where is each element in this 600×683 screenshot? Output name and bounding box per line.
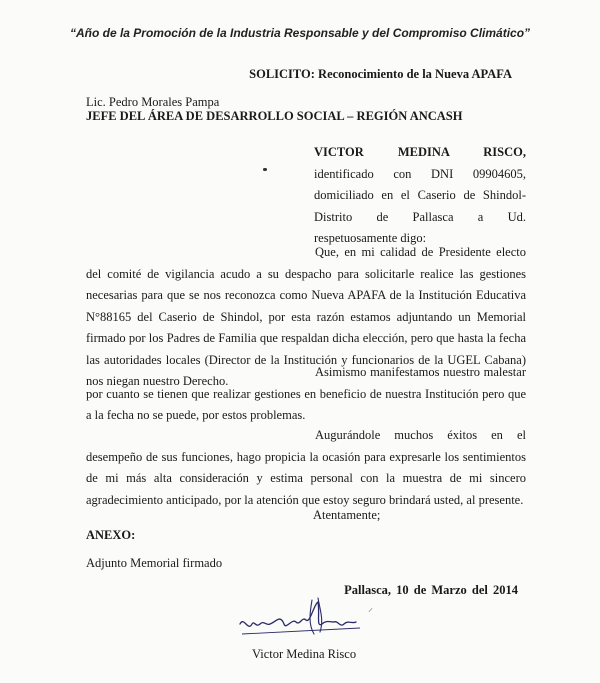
closing-salutation: Atentamente; — [313, 508, 381, 522]
body-paragraph-1: Que, en mi calidad de Presidente electo del comité de vigilancia acudo a su despacho para solicitarle realice las gestiones necesarias para que se nos reconozca como Nueva APAFA de la Institución Educativa N°88165 del Caserio de Shindol, por esta razón estamos adjuntando un Memorial firmado por los Padres de Familia que respaldan dicha elección, pero que hasta la fecha las autoridades locales (Director de la Institución y funcionarios de la UGEL Cabana) nos niegan nuestro Derecho. — [86, 245, 526, 388]
anexo-label: ANEXO: — [86, 528, 136, 542]
anexo-item: Adjunto Memorial firmado — [86, 556, 223, 570]
ink-mark: ⸝ — [368, 603, 373, 614]
intro-text: identificado con DNI 09904605, domiciliado en el Caserio de Shindol- Distrito de Pallasca a Ud. respetuosamente digo: — [314, 166, 526, 245]
signer-name: Victor Medina Risco — [252, 647, 357, 661]
place-date: Pallasca, 10 de Marzo del 2014 — [344, 583, 518, 597]
handwritten-signature — [236, 594, 366, 644]
addressee-name: Lic. Pedro Morales Pampa — [86, 95, 220, 109]
body-paragraph-3: Augurándole muchos éxitos en el desempeño de sus funciones, hago propicia la ocasión para expresarle los sentimientos de mi más alta consideración y estima personal con la muestra de mi sincero agradecimiento anticipado, por la atención que estoy seguro brindará usted, al presente. — [86, 428, 526, 507]
intro-paragraph — [314, 142, 526, 250]
body-paragraph-2: Asimismo manifestamos nuestro malestar por cuanto se tienen que realizar gestiones en beneficio de nuestra Institución pero que a la fecha no se puede, por estos problemas. — [86, 365, 526, 422]
year-title: “Año de la Promoción de la Industria Responsable y del Compromiso Climático” — [69, 26, 531, 40]
ink-dot — [263, 168, 267, 171]
addressee-title: JEFE DEL ÁREA DE DESARROLLO SOCIAL – REGIÓN ANCASH — [86, 109, 463, 123]
sender-name: VICTOR MEDINA RISCO, — [314, 145, 526, 159]
solicito-line: SOLICITO: Reconocimiento de la Nueva APAFA — [249, 67, 512, 81]
